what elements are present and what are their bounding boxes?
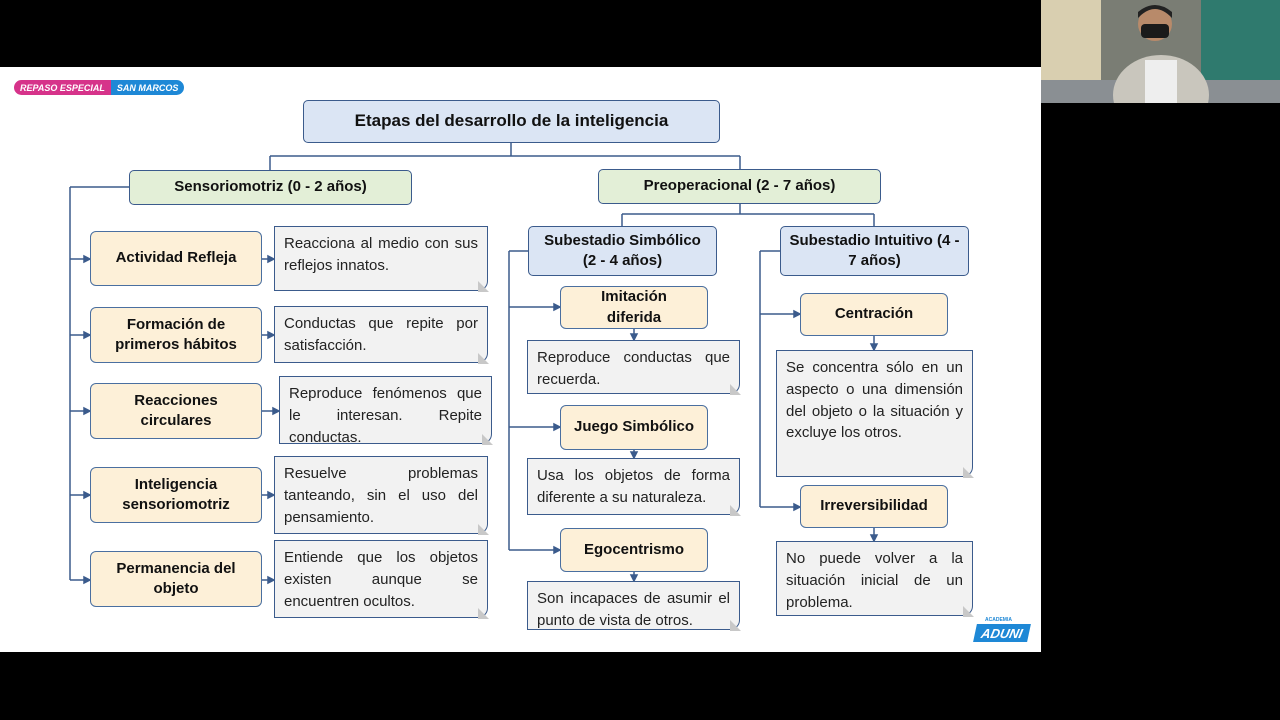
- concept-juego-simbolico: Juego Simbólico: [560, 405, 708, 450]
- substage-intuitivo: Subestadio Intuitivo (4 - 7 años): [780, 226, 969, 276]
- badge-part2: SAN MARCOS: [111, 80, 185, 95]
- description-imitacion-diferida: Reproduce conductas que recuerda.: [527, 340, 740, 394]
- concept-actividad-refleja: Actividad Refleja: [90, 231, 262, 286]
- description-egocentrismo: Son incapaces de asumir el punto de vista de otros.: [527, 581, 740, 630]
- description-irreversibilidad: No puede volver a la situación inicial de un problema.: [776, 541, 973, 616]
- description-inteligencia-sensoriomotriz: Resuelve problemas tanteando, sin el uso del pensamiento.: [274, 456, 488, 534]
- concept-centracion: Centración: [800, 293, 948, 336]
- description-reacciones-circulares: Reproduce fenómenos que le interesan. Repite conductas.: [279, 376, 492, 444]
- concept-reacciones-circulares: Reacciones circulares: [90, 383, 262, 439]
- presenter-video-icon: [1041, 0, 1280, 103]
- brand-name: ADUNI: [979, 625, 1025, 641]
- description-permanencia-objeto: Entiende que los objetos existen aunque se encuentren ocultos.: [274, 540, 488, 618]
- concept-inteligencia-sensoriomotriz: Inteligencia sensoriomotriz: [90, 467, 262, 523]
- concept-imitacion-diferida: Imitación diferida: [560, 286, 708, 329]
- diagram-title: Etapas del desarrollo de la inteligencia: [303, 100, 720, 143]
- concept-permanencia-objeto: Permanencia del objeto: [90, 551, 262, 607]
- stage-preoperacional: Preoperacional (2 - 7 años): [598, 169, 881, 204]
- concept-irreversibilidad: Irreversibilidad: [800, 485, 948, 528]
- stage-sensoriomotriz: Sensoriomotriz (0 - 2 años): [129, 170, 412, 205]
- description-centracion: Se concentra sólo en un aspecto o una dimensión del objeto o la situación y excluye los otros.: [776, 350, 973, 477]
- webcam-feed: [1041, 0, 1280, 103]
- description-juego-simbolico: Usa los objetos de forma diferente a su naturaleza.: [527, 458, 740, 515]
- brand-logo: [973, 624, 1031, 642]
- description-formacion-habitos: Conductas que repite por satisfacción.: [274, 306, 488, 363]
- badge-part1: REPASO ESPECIAL: [14, 80, 111, 95]
- concept-egocentrismo: Egocentrismo: [560, 528, 708, 572]
- concept-formacion-habitos: Formación de primeros hábitos: [90, 307, 262, 363]
- substage-simbolico: Subestadio Simbólico (2 - 4 años): [528, 226, 717, 276]
- brand-small-label: ACADEMIA: [985, 617, 1012, 623]
- description-actividad-refleja: Reacciona al medio con sus reflejos innatos.: [274, 226, 488, 291]
